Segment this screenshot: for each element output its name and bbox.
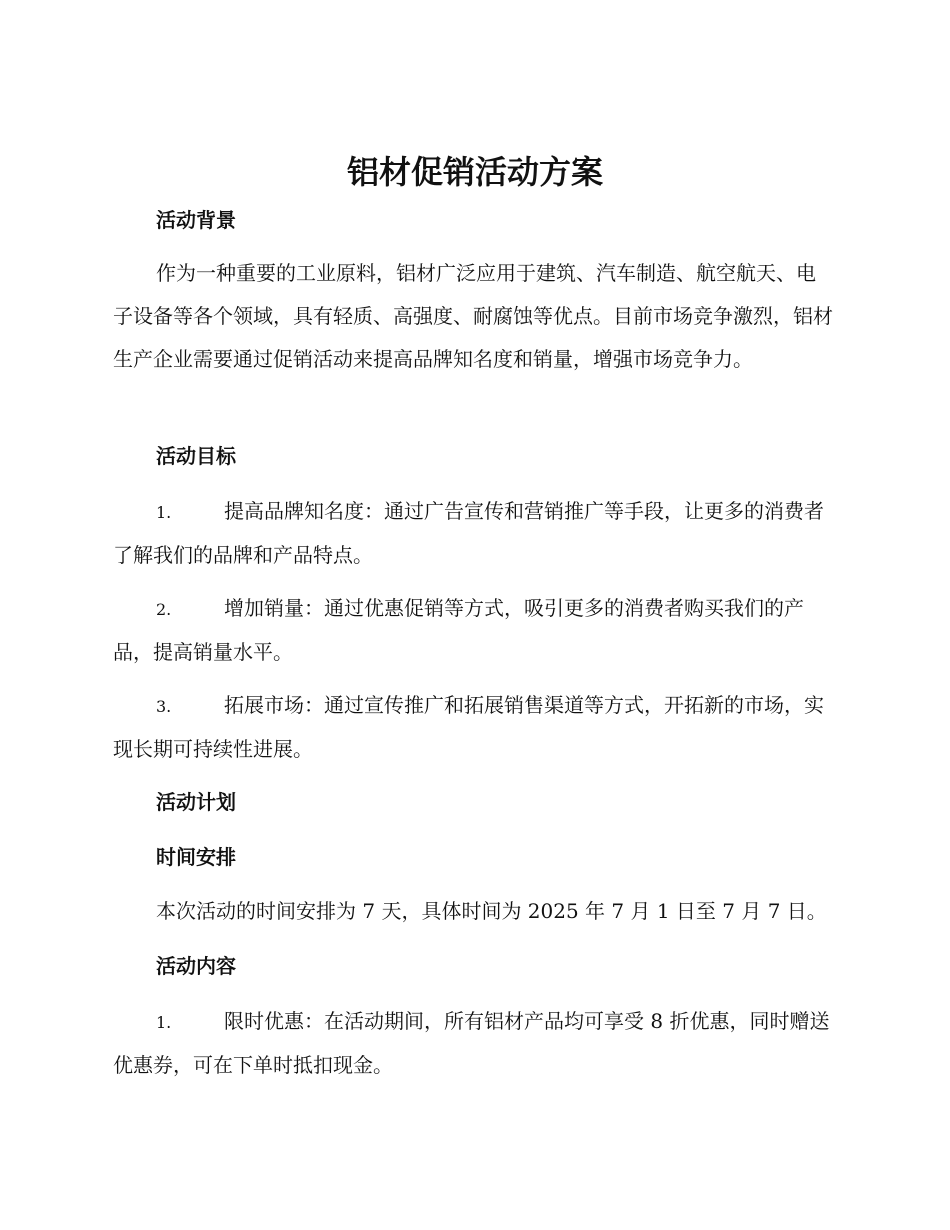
list-number: 1. [156,1013,172,1032]
list-number: 1. [156,503,172,522]
list-item-text: 限时优惠：在活动期间，所有铝材产品均可享受 8 折优惠，同时赠送优惠券，可在下单时抵扣现金。 [113,1009,830,1077]
list-number: 3. [156,697,172,716]
section-heading-goals: 活动目标 [156,444,236,468]
list-item-text: 拓展市场：通过宣传推广和拓展销售渠道等方式，开拓新的市场，实现长期可持续性进展。 [113,693,824,761]
list-item-text: 增加销量：通过优惠促销等方式，吸引更多的消费者购买我们的产品，提高销量水平。 [113,596,804,664]
schedule-paragraph: 本次活动的时间安排为 7 天，具体时间为 2025 年 7 月 1 日至 7 月 7 日。 [156,899,827,923]
section-heading-background: 活动背景 [156,208,236,232]
content-item-1 [113,1000,833,1087]
section-heading-plan: 活动计划 [156,790,236,814]
document-title: 铝材促销活动方案 [346,153,603,191]
goal-item-3 [113,684,833,771]
goal-item-1 [113,490,833,577]
section-heading-content: 活动内容 [156,954,236,978]
section-heading-schedule: 时间安排 [156,845,236,869]
background-paragraph: 作为一种重要的工业原料，铝材广泛应用于建筑、汽车制造、航空航天、电子设备等各个领域，具有轻质、高强度、耐腐蚀等优点。目前市场竞争激烈，铝材生产企业需要通过促销活动来提高品牌知名度和销量，增强市场竞争力。 [113,261,833,371]
list-number: 2. [156,600,172,619]
list-item-text: 提高品牌知名度：通过广告宣传和营销推广等手段，让更多的消费者了解我们的品牌和产品特点。 [113,499,824,567]
goal-item-2 [113,587,833,674]
